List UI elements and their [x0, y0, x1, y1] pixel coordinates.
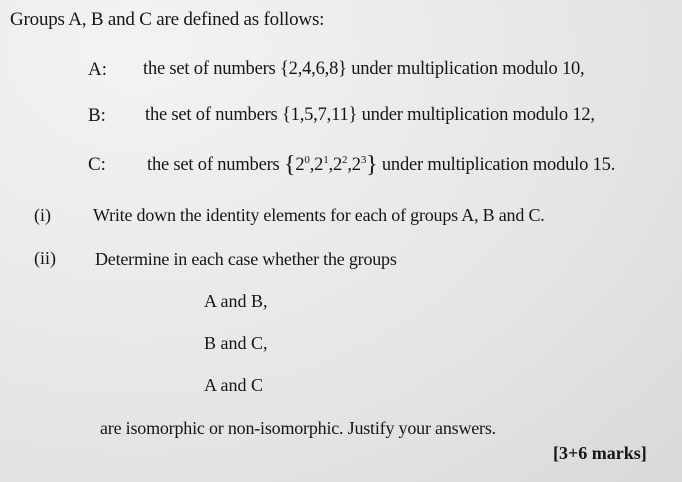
pair-a-c: A and C — [204, 375, 264, 395]
group-c-label: C: — [88, 154, 106, 175]
group-b-definition: the set of numbers {1,5,7,11} under multiplication modulo 12, — [145, 105, 595, 125]
question-ii-number: (ii) — [34, 248, 56, 268]
group-c-exp: 1 — [323, 153, 329, 166]
group-c-exp: 2 — [342, 153, 348, 166]
question-i-number: (i) — [34, 205, 51, 225]
group-a-definition: the set of numbers {2,4,6,8} under multiplication modulo 10, — [143, 59, 585, 79]
group-a-label: A: — [88, 59, 107, 80]
group-c-exp: 3 — [360, 153, 367, 166]
group-c-prefix: the set of numbers — [147, 155, 284, 175]
group-c-base: 2 — [332, 155, 342, 175]
pair-a-b: A and B, — [204, 291, 268, 311]
pair-b-c: B and C, — [204, 333, 268, 353]
closing-instruction: are isomorphic or non-isomorphic. Justify your answers. — [100, 418, 496, 438]
group-b-label: B: — [88, 105, 106, 126]
group-c-brace-open: { — [283, 152, 296, 178]
group-c-exp: 0 — [304, 153, 310, 166]
intro-text: Groups A, B and C are defined as follows: — [10, 9, 325, 30]
group-c-definition: the set of numbers $\{2^0,2^1,2^2,2^3\}$ under multiplication modulo 15. — [147, 152, 616, 178]
group-c-base: 2 — [351, 155, 361, 175]
marks-allocation: [3+6 marks] — [553, 443, 647, 463]
question-i-text: Write down the identity elements for each of groups A, B and C. — [93, 205, 545, 225]
group-c-base: 2 — [314, 155, 324, 175]
group-c-base: 2 — [295, 155, 305, 175]
group-c-brace-close: } — [366, 152, 378, 178]
question-ii-text: Determine in each case whether the groups — [95, 249, 397, 269]
group-c-suffix: under multiplication modulo 15. — [377, 155, 616, 175]
